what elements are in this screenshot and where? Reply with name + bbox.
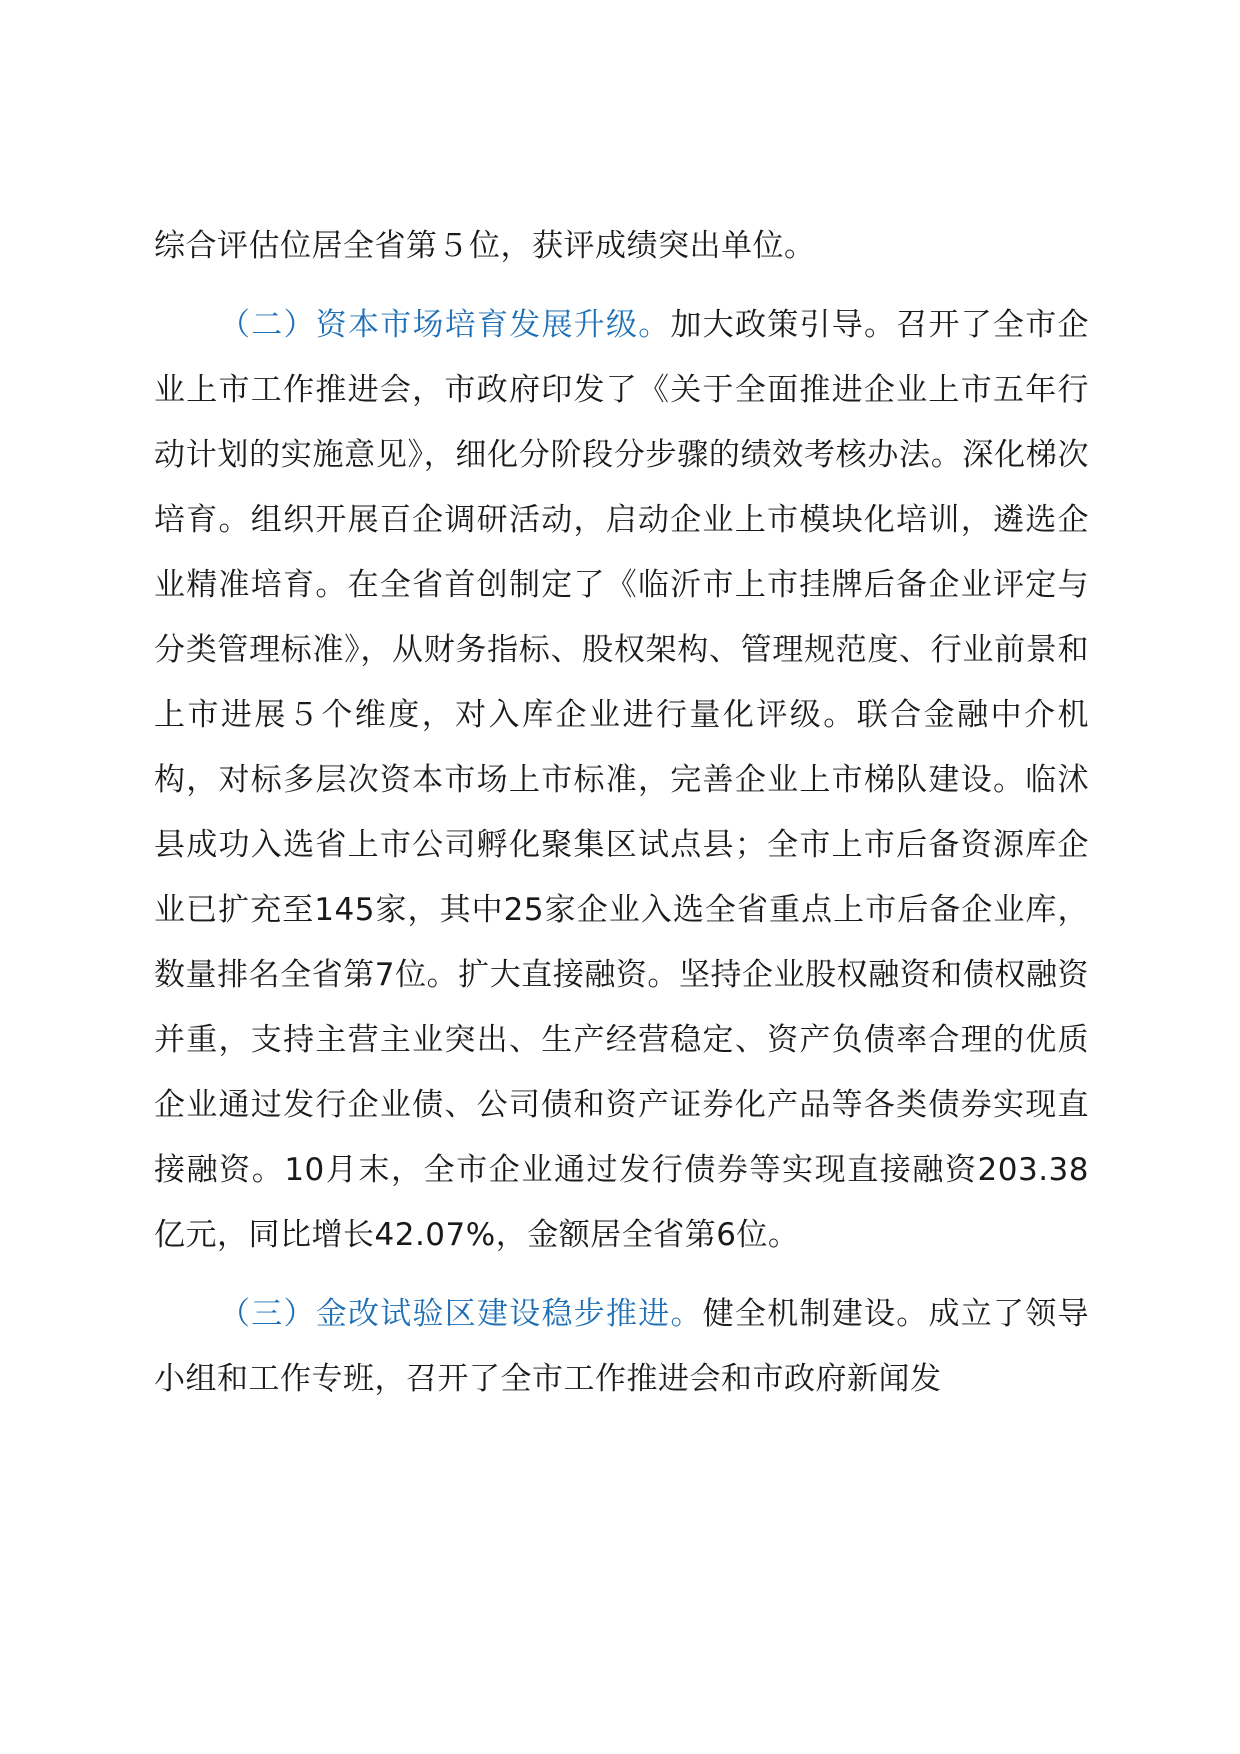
paragraph-pilot-zone	[154, 1282, 1089, 1412]
paragraph-text: 加大政策引导。召开了全市企业上市工作推进会，市政府印发了《关于全面推进企业上市五年行动计划的实施意见》，细化分阶段分步骤的绩效考核办法。深化梯次培育。组织开展百企调研活动，启动企业上市模块化培训，遴选企业精准培育。在全省首创制定了《临沂市上市挂牌后备企业评定与分类管理标准》，从财务指标、股权架构、管理规范度、行业前景和上市进展５个维度，对入库企业进行量化评级。联合金融中介机构，对标多层次资本市场上市标准，完善企业上市梯队建设。临沭县成功入选省上市公司孵化聚集区试点县；全市上市后备资源库企业已扩充至145家，其中25家企业入选全省重点上市后备企业库，数量排名全省第7位。扩大直接融资。坚持企业股权融资和债权融资并重，支持主营主业突出、生产经营稳定、资产负债率合理的优质企业通过发行企业债、公司债和资产证券化产品等各类债券实现直接融资。10月末，全市企业通过发行债券等实现直接融资203.38亿元，同比增长42.07%，金额居全省第6位。	[154, 307, 1089, 1253]
section-heading-pilot-zone: （三）金改试验区建设稳步推进。	[219, 1296, 703, 1332]
paragraph-capital-market	[154, 293, 1089, 1268]
document-page	[154, 214, 1089, 1412]
paragraph-text: 综合评估位居全省第５位，获评成绩突出单位。	[154, 228, 816, 264]
paragraph-continuation	[154, 214, 1089, 279]
section-heading-capital-market: （二）资本市场培育发展升级。	[219, 307, 671, 343]
paragraph-text: 健全机制建设。成立了领导小组和工作专班，召开了全市工作推进会和市政府新闻发	[154, 1296, 1089, 1397]
